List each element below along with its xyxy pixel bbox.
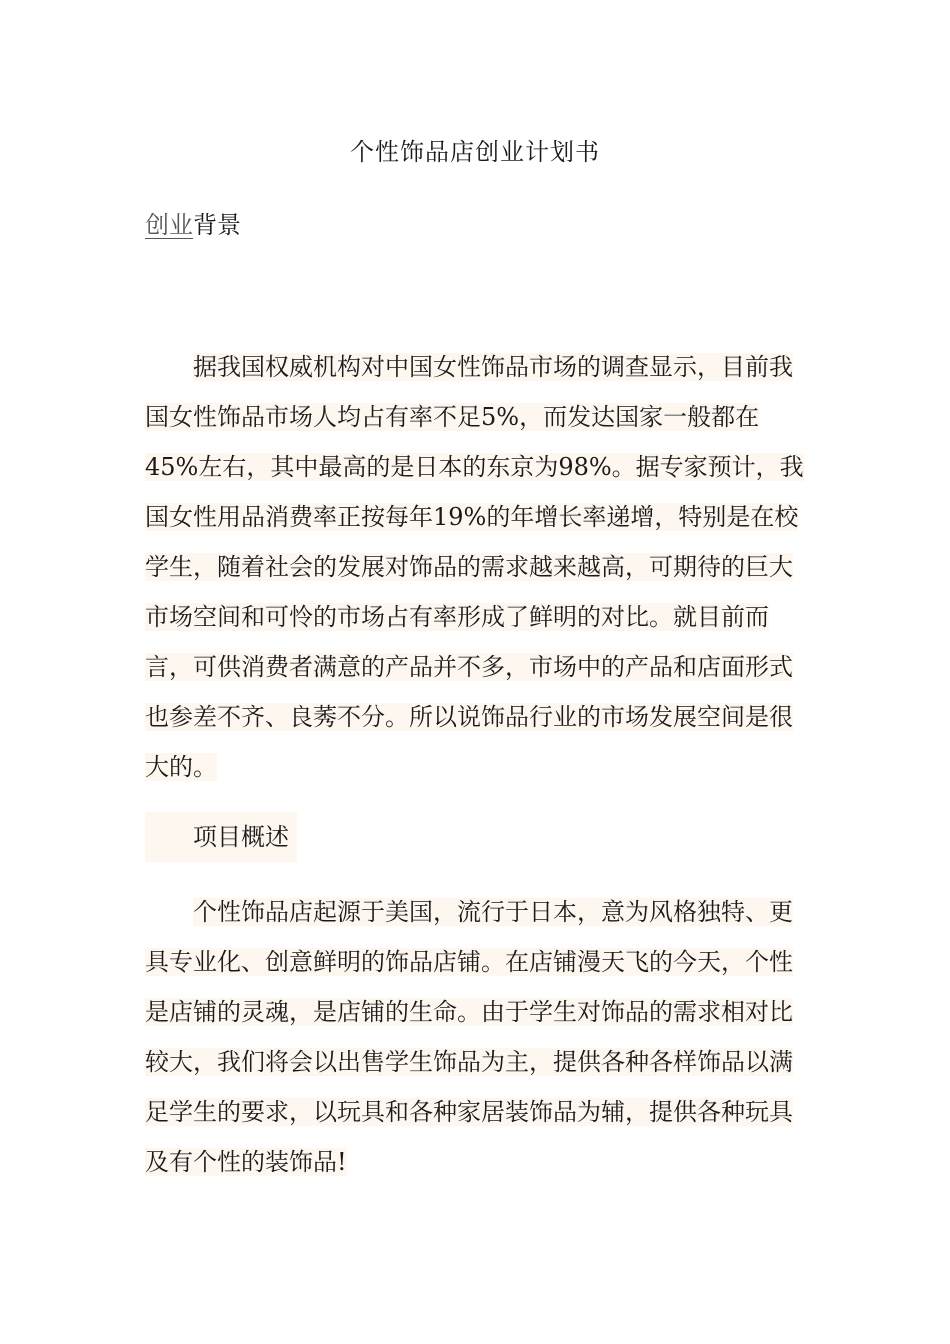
section-heading-background	[145, 205, 241, 245]
section-heading-overview: 项目概述	[145, 812, 297, 862]
paragraph-overview	[145, 887, 810, 1187]
paragraph-background	[145, 342, 810, 792]
document-title: 个性饰品店创业计划书	[350, 138, 600, 166]
paragraph-background-text: 据我国权威机构对中国女性饰品市场的调查显示，目前我国女性饰品市场人均占有率不足5%，而发达国家一般都在45%左右，其中最高的是日本的东京为98%。据专家预计，我国女性用品消费率正按每年19%的年增长率递增，特别是在校学生，随着社会的发展对饰品的需求越来越高，可期待的巨大市场空间和可怜的市场占有率形成了鲜明的对比。就目前而言，可供消费者满意的产品并不多，市场中的产品和店面形式也参差不齐、良莠不分。所以说饰品行业的市场发展空间是很大的。	[145, 353, 804, 781]
paragraph-overview-text: 个性饰品店起源于美国，流行于日本，意为风格独特、更具专业化、创意鲜明的饰品店铺。在店铺漫天飞的今天，个性是店铺的灵魂，是店铺的生命。由于学生对饰品的需求相对比较大，我们将会以出售学生饰品为主，提供各种各样饰品以满足学生的要求，以玩具和各种家居装饰品为辅，提供各种玩具及有个性的装饰品!	[145, 898, 793, 1176]
heading-link[interactable]: 创业	[145, 211, 193, 239]
heading-text: 背景	[193, 211, 241, 239]
